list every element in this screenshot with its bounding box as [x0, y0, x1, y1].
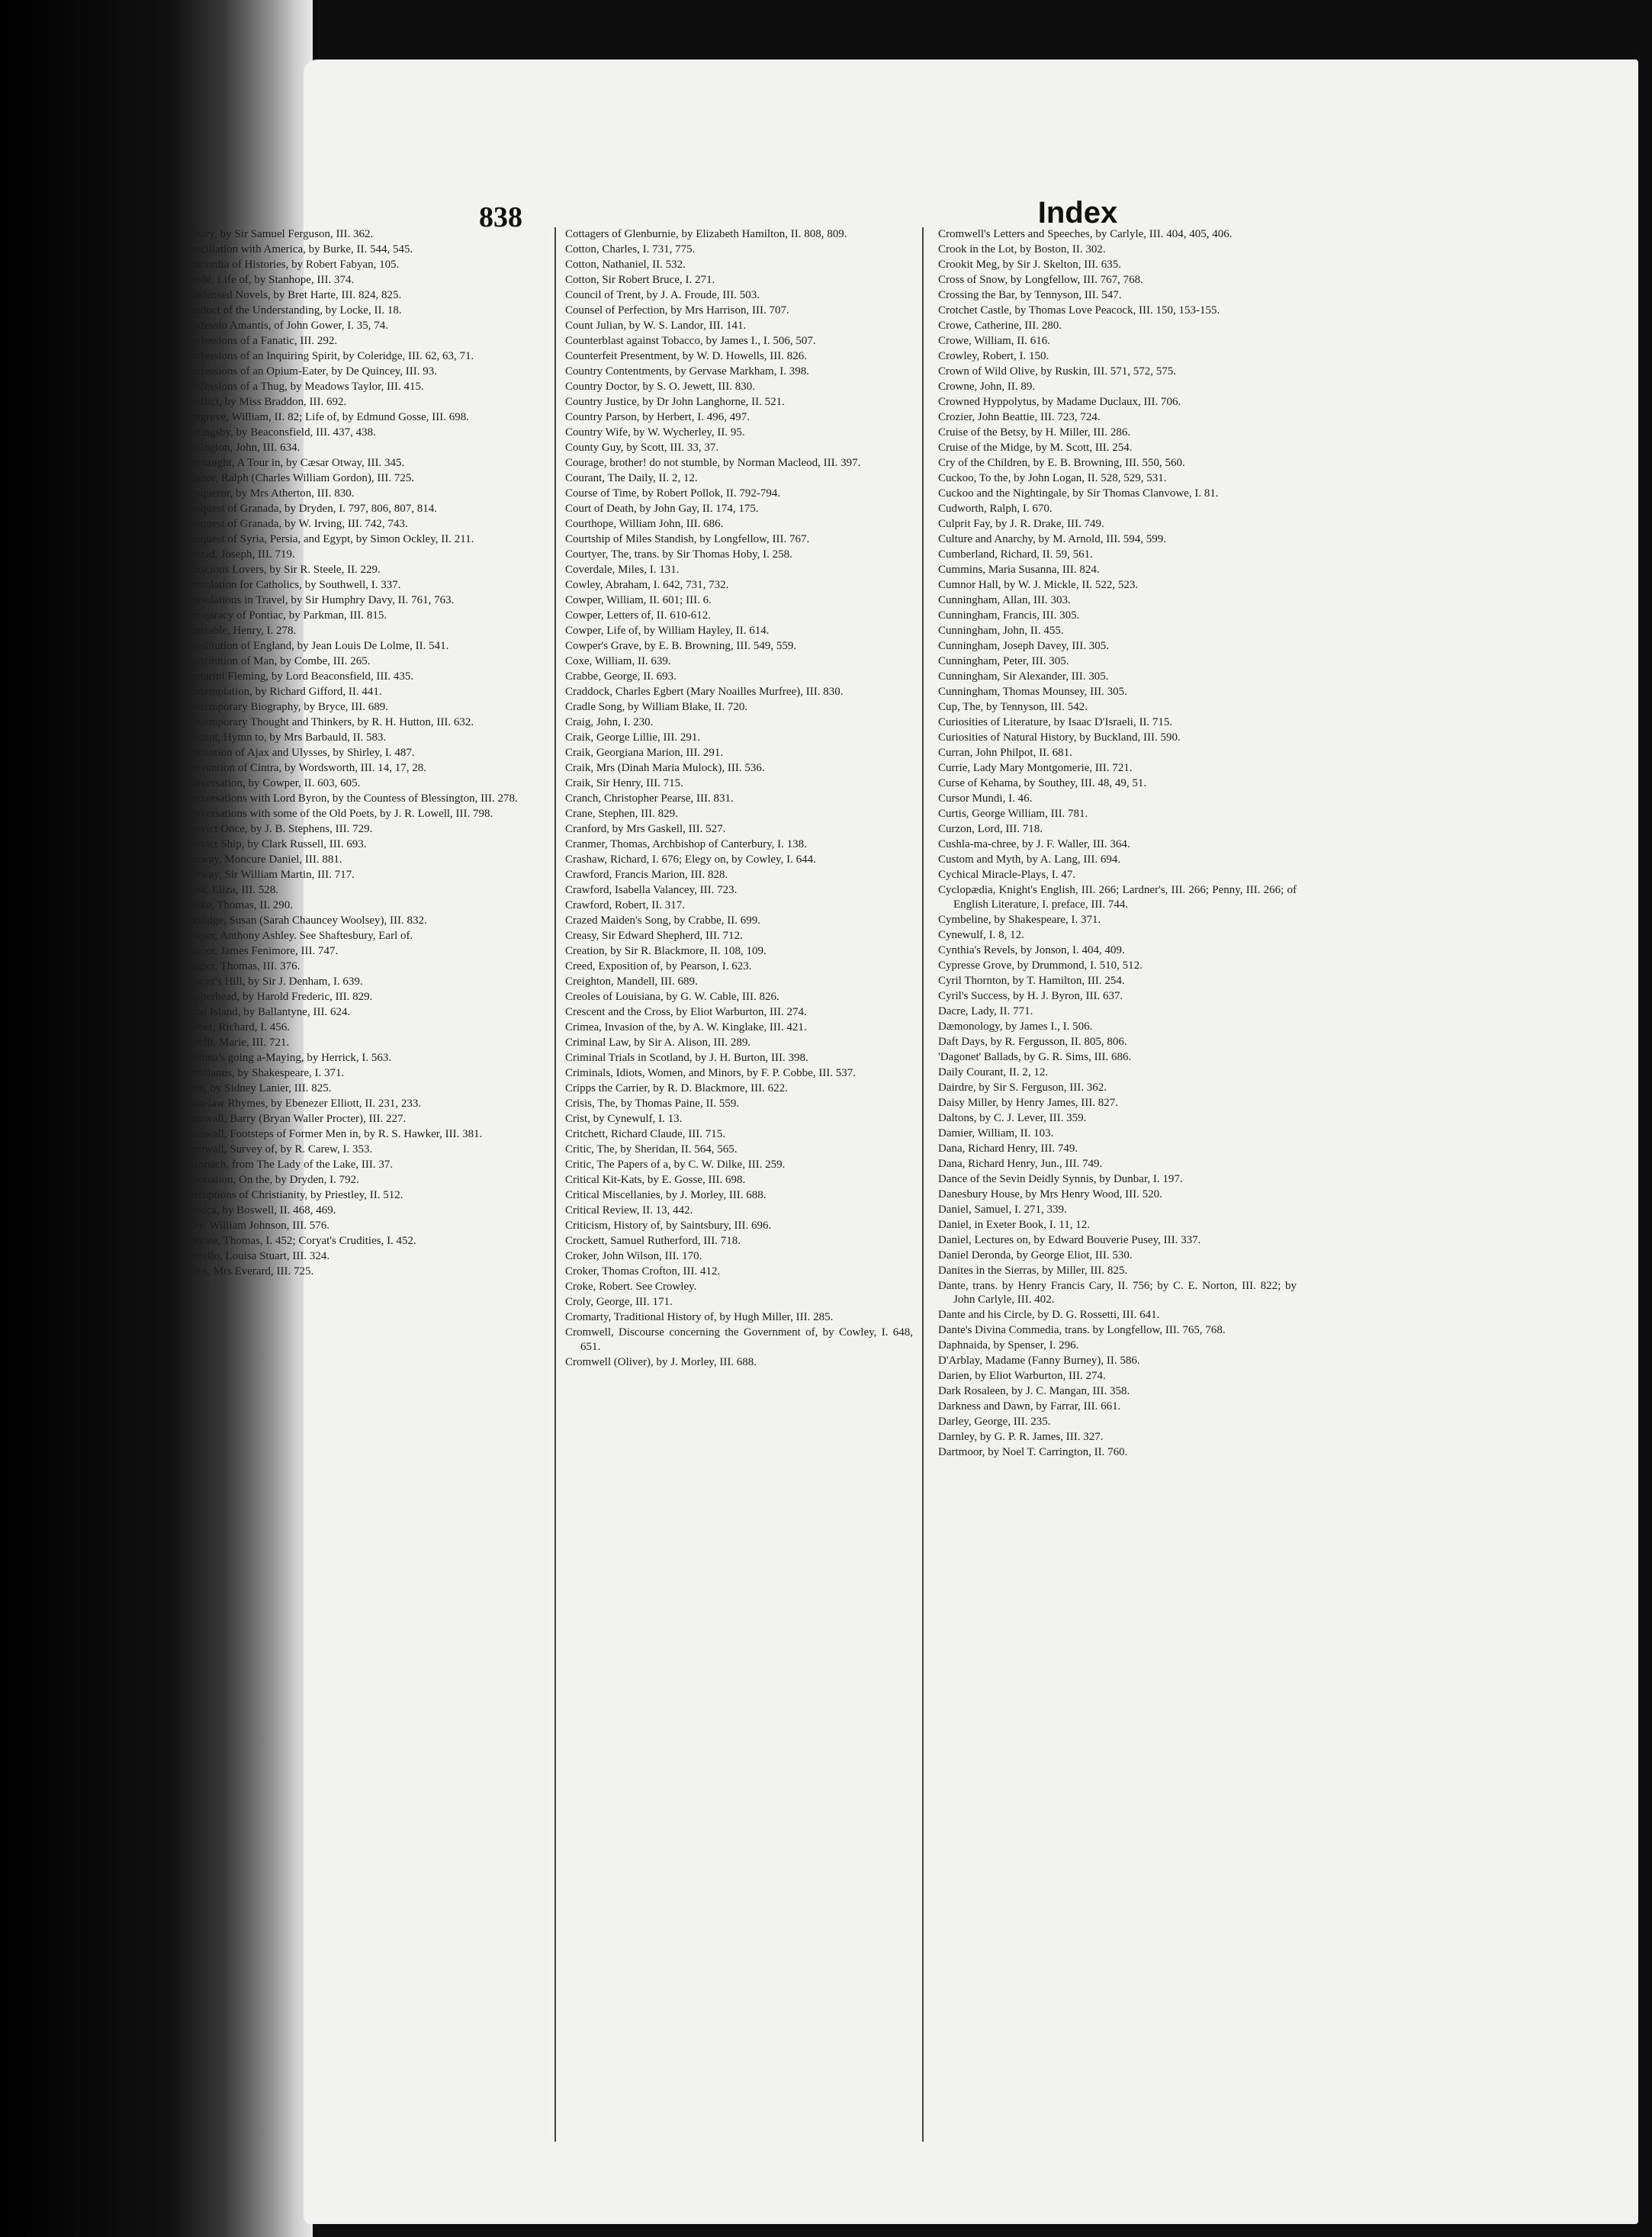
index-entry: Criminal Law, by Sir A. Alison, III. 289.: [565, 1037, 751, 1049]
index-entry: Criticism, History of, by Saintsbury, III. 696.: [565, 1220, 772, 1232]
index-entry: Croker, John Wilson, III. 170.: [565, 1250, 702, 1262]
index-entry: Cuckoo and the Nightingale, by Sir Thomas Clanvowe, I. 81.: [938, 487, 1219, 500]
index-entry: Craik, George Lillie, III. 291.: [565, 731, 701, 744]
index-entry: Coolidge, Susan (Sarah Chauncey Woolsey), III. 832.: [182, 914, 427, 927]
index-entry: Conscious Lovers, by Sir R. Steele, II. 229.: [182, 564, 381, 576]
index-entry: Daily Courant, II. 2, 12.: [938, 1065, 1049, 1078]
index-entry: Cowper, Letters of, II. 610-612.: [565, 609, 712, 622]
index-entry: Dæmonology, by James I., I. 506.: [938, 1020, 1093, 1033]
index-entry: Cromwell (Oliver), by J. Morley, III. 688.: [565, 1355, 757, 1368]
index-entry: Cunningham, Joseph Davey, III. 305.: [938, 640, 1109, 652]
index-entry: Conversation, by Cowper, II. 603, 605.: [182, 777, 361, 789]
index-entry: Cry of the Children, by E. B. Browning, III. 550, 560.: [938, 457, 1185, 469]
index-entry: Coxe, William, II. 639.: [565, 655, 671, 667]
index-entry: County Guy, by Scott, III. 33, 37.: [565, 442, 719, 454]
index-entry: Confessions of a Fanatic, III. 292.: [182, 335, 338, 347]
index-entry: Cranford, by Mrs Gaskell, III. 527.: [565, 823, 726, 835]
index-entry: Cooper, James Fenimore, III. 747.: [182, 945, 339, 957]
index-entry: Conary, by Sir Samuel Ferguson, III. 362.: [182, 228, 374, 240]
index-entry: Conduct of the Understanding, by Locke, II. 18.: [182, 304, 402, 317]
index-entry: Crazed Maiden's Song, by Crabbe, II. 699.: [565, 914, 760, 927]
index-entry: Condensed Novels, by Bret Harte, III. 824, 825.: [182, 289, 402, 301]
index-entry: Crown of Wild Olive, by Ruskin, III. 571, 572, 575.: [938, 365, 1177, 378]
index-entry: Croker, Thomas Crofton, III. 412.: [565, 1265, 721, 1278]
index-entry: Crabbe, George, II. 693.: [565, 670, 677, 683]
index-entry: Constitution of Man, by Combe, III. 265.: [182, 655, 371, 667]
index-entry: Darnley, by G. P. R. James, III. 327.: [938, 1431, 1104, 1443]
index-entry: Culture and Anarchy, by M. Arnold, III. 594, 599.: [938, 533, 1166, 545]
index-entry: Courage, brother! do not stumble, by Norman Macleod, III. 397.: [565, 457, 861, 469]
index-entry: Concordia of Histories, by Robert Fabyan, 105.: [182, 259, 400, 271]
page-title: Index: [1037, 196, 1118, 230]
index-entry: Cotton, Charles, I. 731, 775.: [565, 243, 696, 256]
index-entry: Connaught, A Tour in, by Cæsar Otway, III. 345.: [182, 457, 405, 469]
index-entry: Creighton, Mandell, III. 689.: [565, 975, 698, 988]
index-entry: Count Julian, by W. S. Landor, III. 141.: [565, 320, 747, 332]
index-entry: Convention of Cintra, by Wordsworth, III. 14, 17, 28.: [182, 762, 426, 774]
index-entry: Conway, Moncure Daniel, III. 881.: [182, 853, 342, 866]
index-entry: Crashaw, Richard, I. 676; Elegy on, by Cowley, I. 644.: [565, 853, 816, 866]
index-entry: 'Dagonet' Ballads, by G. R. Sims, III. 686.: [938, 1050, 1132, 1063]
index-entry: Coryate, Thomas, I. 452; Coryat's Crudities, I. 452.: [182, 1235, 416, 1247]
index-entry: Craik, Mrs (Dinah Maria Mulock), III. 536.: [565, 762, 765, 774]
index-entry: Country Doctor, by S. O. Jewett, III. 830.: [565, 381, 755, 393]
index-entry: Cowper, William, II. 601; III. 6.: [565, 594, 712, 606]
index-entry: Corelli, Marie, III. 721.: [182, 1037, 290, 1049]
index-entry: Cooper's Hill, by Sir J. Denham, I. 639.: [182, 975, 363, 988]
index-entry: Daphnaida, by Spenser, I. 296.: [938, 1339, 1079, 1352]
index-entry: Dartmoor, by Noel T. Carrington, II. 760.: [938, 1446, 1128, 1458]
index-entry: Danites in the Sierras, by Miller, III. 825.: [938, 1264, 1128, 1277]
index-entry: Consolation for Catholics, by Southwell, I. 337.: [182, 579, 401, 591]
index-entry: Confessions of an Inquiring Spirit, by Coleridge, III. 62, 63, 71.: [182, 350, 474, 362]
index-entry: Courthope, William John, III. 686.: [565, 518, 724, 530]
index-entry: Dance of the Sevin Deidly Synnis, by Dunbar, I. 197.: [938, 1172, 1183, 1185]
index-entry: Corn-law Rhymes, by Ebenezer Elliott, II. 231, 233.: [182, 1098, 422, 1110]
index-entry: Cotes, Mrs Everard, III. 725.: [182, 1265, 314, 1278]
index-entry: Dana, Richard Henry, III. 749.: [938, 1142, 1078, 1155]
index-entry: Courant, The Daily, II. 2, 12.: [565, 472, 698, 484]
index-entry: Coral Island, by Ballantyne, III. 624.: [182, 1006, 351, 1018]
index-entry: Cromwell's Letters and Speeches, by Carlyle, III. 404, 405, 406.: [938, 228, 1233, 240]
index-entry: Darley, George, III. 235.: [938, 1416, 1051, 1428]
index-entry: Corinna's going a-Maying, by Herrick, I. 563.: [182, 1052, 392, 1064]
index-entry: Curse of Kehama, by Southey, III. 48, 49, 51.: [938, 777, 1147, 789]
index-entry: Conspiracy of Pontiac, by Parkman, III. 815.: [182, 609, 387, 622]
index-entry: Condé, Life of, by Stanhope, III. 374.: [182, 274, 355, 286]
index-entry: Dark Rosaleen, by J. C. Mangan, III. 358.: [938, 1385, 1130, 1397]
index-entry: Contemporary Thought and Thinkers, by R. H. Hutton, III. 632.: [182, 716, 474, 728]
index-entry: Convict Ship, by Clark Russell, III. 693.: [182, 838, 367, 850]
index-entry: Courtyer, The, trans. by Sir Thomas Hoby, I. 258.: [565, 548, 792, 561]
index-entry: Conington, John, III. 634.: [182, 442, 301, 454]
index-entry: Cypresse Grove, by Drummond, I. 510, 512.: [938, 959, 1143, 972]
index-entry: Counterfeit Presentment, by W. D. Howells, III. 826.: [565, 350, 808, 362]
index-entry: Cotton, Nathaniel, II. 532.: [565, 259, 686, 271]
index-entry: Dante's Divina Commedia, trans. by Longfellow, III. 765, 768.: [938, 1324, 1226, 1336]
index-entry: Cunningham, Allan, III. 303.: [938, 594, 1071, 606]
index-entry: Cynewulf, I. 8, 12.: [938, 928, 1024, 941]
index-entry: Court of Death, by John Gay, II. 174, 175.: [565, 503, 759, 515]
index-entry: Counterblast against Tobacco, by James I., I. 506, 507.: [565, 335, 816, 347]
index-entry: Danesbury House, by Mrs Henry Wood, III. 520.: [938, 1188, 1162, 1200]
index-entry: Creasy, Sir Edward Shepherd, III. 712.: [565, 930, 743, 942]
index-entry: Contemporary Biography, by Bryce, III. 689.: [182, 701, 389, 713]
index-entry: Council of Trent, by J. A. Froude, III. 503.: [565, 289, 760, 301]
index-entry: Corruptions of Christianity, by Priestley, II. 512.: [182, 1189, 403, 1201]
index-entry: Conciliation with America, by Burke, II. 544, 545.: [182, 243, 413, 256]
index-entry: Crook in the Lot, by Boston, II. 302.: [938, 243, 1106, 256]
index-entry: Consolations in Travel, by Sir Humphry Davy, II. 761, 763.: [182, 594, 455, 606]
index-entry: Cymbeline, by Shakespeare, I. 371.: [938, 913, 1101, 926]
index-entry: Convict Once, by J. B. Stephens, III. 729.: [182, 823, 373, 835]
index-entry: Crimea, Invasion of the, by A. W. Kinglake, III. 421.: [565, 1021, 807, 1033]
index-entry: Contarini Fleming, by Lord Beaconsfield, III. 435.: [182, 670, 414, 683]
index-entry: Constitution of England, by Jean Louis De Lolme, II. 541.: [182, 640, 449, 652]
index-entry: Craik, Georgiana Marion, III. 291.: [565, 747, 724, 759]
index-entry: Dante, trans. by Henry Francis Cary, II. 756; by C. E. Norton, III. 822; by John Carlyle, III. 402.: [938, 1279, 1297, 1306]
index-entry: Cottagers of Glenburnie, by Elizabeth Hamilton, II. 808, 809.: [565, 228, 847, 240]
index-entry: Conflict, by Miss Braddon, III. 692.: [182, 396, 347, 408]
index-entry: Cooper, Anthony Ashley. See Shaftesbury, Earl of.: [182, 930, 413, 942]
index-entry: Crowne, John, II. 89.: [938, 381, 1036, 393]
index-entry: Criminals, Idiots, Women, and Minors, by F. P. Cobbe, III. 537.: [565, 1067, 857, 1079]
index-column-right: [938, 227, 1297, 2142]
index-entry: Country Wife, by W. Wycherley, II. 95.: [565, 426, 745, 439]
index-entry: Coronach, from The Lady of the Lake, III. 37.: [182, 1159, 394, 1171]
index-entry: Crescent and the Cross, by Eliot Warburton, III. 274.: [565, 1006, 807, 1018]
index-entry: Coronation, On the, by Dryden, I. 792.: [182, 1174, 359, 1186]
index-entry: Critic, The Papers of a, by C. W. Dilke, III. 259.: [565, 1159, 786, 1171]
index-entry: Cunningham, John, II. 455.: [938, 625, 1064, 637]
index-entry: Curiosities of Natural History, by Buckland, III. 590.: [938, 731, 1181, 744]
index-entry: Daft Days, by R. Fergusson, II. 805, 806.: [938, 1035, 1127, 1048]
index-entry: Cunningham, Francis, III. 305.: [938, 609, 1080, 622]
index-entry: Craddock, Charles Egbert (Mary Noailles Murfree), III. 830.: [565, 686, 844, 698]
index-entry: Cruise of the Betsy, by H. Miller, III. 286.: [938, 426, 1131, 439]
index-entry: D'Arblay, Madame (Fanny Burney), II. 586.: [938, 1355, 1140, 1367]
index-entry: Cumberland, Richard, II. 59, 561.: [938, 548, 1093, 561]
index-entry: Currie, Lady Mary Montgomerie, III. 721.: [938, 762, 1133, 774]
index-entry: Coverdale, Miles, I. 131.: [565, 564, 680, 576]
index-entry: Cripps the Carrier, by R. D. Blackmore, III. 622.: [565, 1082, 788, 1094]
index-entry: Conqueror, by Mrs Atherton, III. 830.: [182, 487, 355, 500]
index-entry: Coningsby, by Beaconsfield, III. 437, 438.: [182, 426, 376, 439]
index-entry: Connor, Ralph (Charles William Gordon), III. 725.: [182, 472, 415, 484]
index-entry: Conquest of Granada, by Dryden, I. 797, 806, 807, 814.: [182, 503, 437, 515]
index-entry: Dacre, Lady, II. 771.: [938, 1004, 1033, 1017]
index-entry: Crockett, Samuel Rutherford, III. 718.: [565, 1235, 741, 1247]
index-entry: Crane, Stephen, III. 829.: [565, 808, 678, 820]
index-entry: Cradle Song, by William Blake, II. 720.: [565, 701, 748, 713]
index-entry: Craik, Sir Henry, III. 715.: [565, 777, 683, 789]
index-entry: Critical Kit-Kats, by E. Gosse, III. 698.: [565, 1174, 746, 1186]
index-entry: Critical Miscellanies, by J. Morley, III. 688.: [565, 1189, 767, 1201]
index-entry: Congreve, William, II. 82; Life of, by Edmund Gosse, III. 698.: [182, 411, 469, 423]
index-entry: Cotton, Sir Robert Bruce, I. 271.: [565, 274, 715, 286]
index-entry: Cunningham, Peter, III. 305.: [938, 655, 1069, 667]
index-entry: Cumnor Hall, by W. J. Mickle, II. 522, 523.: [938, 579, 1139, 591]
index-entry: Cornwall, Barry (Bryan Waller Procter), III. 227.: [182, 1113, 407, 1125]
index-entry: Cooper, Thomas, III. 376.: [182, 960, 301, 972]
index-entry: Cruise of the Midge, by M. Scott, III. 254.: [938, 442, 1133, 454]
index-entry: Creation, by Sir R. Blackmore, II. 108, 109.: [565, 945, 767, 957]
index-entry: Daniel, Lectures on, by Edward Bouverie Pusey, III. 337.: [938, 1233, 1201, 1246]
index-entry: Curtis, George William, III. 781.: [938, 808, 1088, 820]
index-entry: Croly, George, III. 171.: [565, 1296, 673, 1308]
index-entry: Crist, by Cynewulf, I. 13.: [565, 1113, 683, 1125]
index-entry: Cromarty, Traditional History of, by Hugh Miller, III. 285.: [565, 1311, 834, 1323]
index-entry: Cross of Snow, by Longfellow, III. 767, 768.: [938, 274, 1143, 286]
index-entry: Daniel, Samuel, I. 271, 339.: [938, 1203, 1067, 1216]
index-entry: Conquest of Granada, by W. Irving, III. 742, 743.: [182, 518, 408, 530]
index-entry: Crozier, John Beattie, III. 723, 724.: [938, 411, 1101, 423]
index-entry: Craig, John, I. 230.: [565, 716, 654, 728]
index-entry: Crawford, Isabella Valancey, III. 723.: [565, 884, 738, 896]
index-entry: Country Parson, by Herbert, I. 496, 497.: [565, 411, 750, 423]
index-entry: Crawford, Francis Marion, III. 828.: [565, 869, 728, 881]
index-entry: Darien, by Eliot Warburton, III. 274.: [938, 1370, 1106, 1382]
index-entry: Corbet, Richard, I. 456.: [182, 1021, 291, 1033]
index-columns: [182, 227, 1297, 2142]
index-entry: Cychical Miracle-Plays, I. 47.: [938, 869, 1075, 881]
index-entry: Course of Time, by Robert Pollok, II. 792-794.: [565, 487, 781, 500]
index-entry: Costello, Louisa Stuart, III. 324.: [182, 1250, 330, 1262]
index-entry: Coriolanus, by Shakespeare, I. 371.: [182, 1067, 345, 1079]
index-entry: Cowper's Grave, by E. B. Browning, III. 549, 559.: [565, 640, 797, 652]
index-entry: Conquest of Syria, Persia, and Egypt, by Simon Ockley, II. 211.: [182, 533, 474, 545]
index-entry: Croke, Robert. See Crowley.: [565, 1281, 697, 1293]
index-entry: Cowper, Life of, by William Hayley, II. 614.: [565, 625, 770, 637]
index-entry: Cunningham, Sir Alexander, III. 305.: [938, 670, 1109, 683]
index-entry: Cornwall, Footsteps of Former Men in, by R. S. Hawker, III. 381.: [182, 1128, 483, 1140]
index-entry: Corsica, by Boswell, II. 468, 469.: [182, 1204, 336, 1217]
index-entry: Cudworth, Ralph, I. 670.: [938, 503, 1053, 515]
index-entry: Country Contentments, by Gervase Markham, I. 398.: [565, 365, 809, 378]
index-entry: Confessions of an Opium-Eater, by De Quincey, III. 93.: [182, 365, 438, 378]
index-entry: Criminal Trials in Scotland, by J. H. Burton, III. 398.: [565, 1052, 808, 1064]
index-entry: Courtship of Miles Standish, by Longfellow, III. 767.: [565, 533, 810, 545]
index-entry: Daniel, in Exeter Book, I. 11, 12.: [938, 1218, 1090, 1231]
index-entry: Counsel of Perfection, by Mrs Harrison, III. 707.: [565, 304, 789, 317]
index-entry: Creoles of Louisiana, by G. W. Cable, III. 826.: [565, 991, 779, 1003]
index-entry: Damier, William, II. 103.: [938, 1127, 1054, 1139]
index-entry: Confessio Amantis, of John Gower, I. 35, 74.: [182, 320, 389, 332]
index-entry: Cranmer, Thomas, Archbishop of Canterbury, I. 138.: [565, 838, 807, 850]
index-entry: Creed, Exposition of, by Pearson, I. 623.: [565, 960, 752, 972]
index-entry: Curiosities of Literature, by Isaac D'Israeli, II. 715.: [938, 716, 1173, 728]
index-entry: Cursor Mundi, I. 46.: [938, 792, 1033, 805]
page-number: 838: [479, 201, 522, 233]
index-entry: Conversations with some of the Old Poets, by J. R. Lowell, III. 798.: [182, 808, 493, 820]
index-entry: Country Justice, by Dr John Langhorne, II. 521.: [565, 396, 785, 408]
index-entry: Constable, Henry, I. 278.: [182, 625, 297, 637]
index-entry: Crowe, Catherine, III. 280.: [938, 320, 1062, 332]
index-entry: Content, Hymn to, by Mrs Barbauld, II. 583.: [182, 731, 387, 744]
index-entry: Critic, The, by Sheridan, II. 564, 565.: [565, 1143, 738, 1155]
index-entry: Conversations with Lord Byron, by the Countess of Blessington, III. 278.: [182, 792, 518, 805]
index-entry: Curran, John Philpot, II. 681.: [938, 747, 1072, 759]
index-entry: Contemplation, by Richard Gifford, II. 441.: [182, 686, 382, 698]
index-entry: Crawford, Robert, II. 317.: [565, 899, 686, 911]
index-entry: Crisis, The, by Thomas Paine, II. 559.: [565, 1098, 740, 1110]
index-entry: Cornwall, Survey of, by R. Carew, I. 353.: [182, 1143, 373, 1155]
index-entry: Cyclopædia, Knight's English, III. 266; Lardner's, III. 266; Penny, III. 266; of English Literature, I. preface, III. 744.: [938, 884, 1297, 911]
index-entry: Cowley, Abraham, I. 642, 731, 732.: [565, 579, 729, 591]
index-entry: Critical Review, II. 13, 442.: [565, 1204, 693, 1217]
index-entry: Confessions of a Thug, by Meadows Taylor, III. 415.: [182, 381, 424, 393]
index-entry: Cunningham, Thomas Mounsey, III. 305.: [938, 686, 1127, 698]
index-entry: Contention of Ajax and Ulysses, by Shirley, I. 487.: [182, 747, 415, 759]
index-entry: Cook, Eliza, III. 528.: [182, 884, 279, 896]
index-entry: Cuckoo, To the, by John Logan, II. 528, 529, 531.: [938, 472, 1167, 484]
index-entry: Conway, Sir William Martin, III. 717.: [182, 869, 355, 881]
index-entry: Daniel Deronda, by George Eliot, III. 530.: [938, 1249, 1133, 1262]
index-entry: Dante and his Circle, by D. G. Rossetti, III. 641.: [938, 1309, 1160, 1321]
index-entry: Cooke, Thomas, II. 290.: [182, 899, 293, 911]
index-entry: Custom and Myth, by A. Lang, III. 694.: [938, 853, 1121, 866]
index-entry: Crookit Meg, by Sir J. Skelton, III. 635.: [938, 259, 1121, 271]
index-entry: Critchett, Richard Claude, III. 715.: [565, 1128, 725, 1140]
index-entry: Cyril's Success, by H. J. Byron, III. 637.: [938, 989, 1123, 1002]
index-entry: Dana, Richard Henry, Jun., III. 749.: [938, 1157, 1103, 1170]
index-entry: Daisy Miller, by Henry James, III. 827.: [938, 1096, 1119, 1109]
index-entry: Crowley, Robert, I. 150.: [938, 350, 1049, 362]
index-entry: Crowned Hyppolytus, by Madame Duclaux, III. 706.: [938, 396, 1181, 408]
index-entry: Curzon, Lord, III. 718.: [938, 823, 1043, 835]
index-entry: Darkness and Dawn, by Farrar, III. 661.: [938, 1400, 1121, 1413]
index-entry: Cummins, Maria Susanna, III. 824.: [938, 564, 1100, 576]
index-entry: Conrad, Joseph, III. 719.: [182, 548, 295, 561]
index-entry: Copperhead, by Harold Frederic, III. 829.: [182, 991, 373, 1003]
index-column-middle: [554, 227, 924, 2142]
index-entry: Cushla-ma-chree, by J. F. Waller, III. 364.: [938, 838, 1130, 850]
index-entry: Cranch, Christopher Pearse, III. 831.: [565, 792, 734, 805]
index-entry: Dairdre, by Sir S. Ferguson, III. 362.: [938, 1081, 1107, 1094]
index-entry: Cup, The, by Tennyson, III. 542.: [938, 701, 1088, 713]
index-entry: Culprit Fay, by J. R. Drake, III. 749.: [938, 518, 1104, 530]
index-entry: Cromwell, Discourse concerning the Government of, by Cowley, I. 648, 651.: [565, 1326, 913, 1353]
index-entry: Crossing the Bar, by Tennyson, III. 547.: [938, 289, 1122, 301]
index-entry: Crowe, William, II. 616.: [938, 335, 1051, 347]
index-entry: Daltons, by C. J. Lever, III. 359.: [938, 1111, 1087, 1124]
index-entry: Cory, William Johnson, III. 576.: [182, 1220, 329, 1232]
index-entry: Corn, by Sidney Lanier, III. 825.: [182, 1082, 332, 1094]
index-entry: Cynthia's Revels, by Jonson, I. 404, 409.: [938, 943, 1125, 956]
index-entry: Crotchet Castle, by Thomas Love Peacock, III. 150, 153-155.: [938, 304, 1220, 317]
index-column-left: [182, 227, 540, 2142]
index-entry: Cyril Thornton, by T. Hamilton, III. 254.: [938, 974, 1125, 987]
